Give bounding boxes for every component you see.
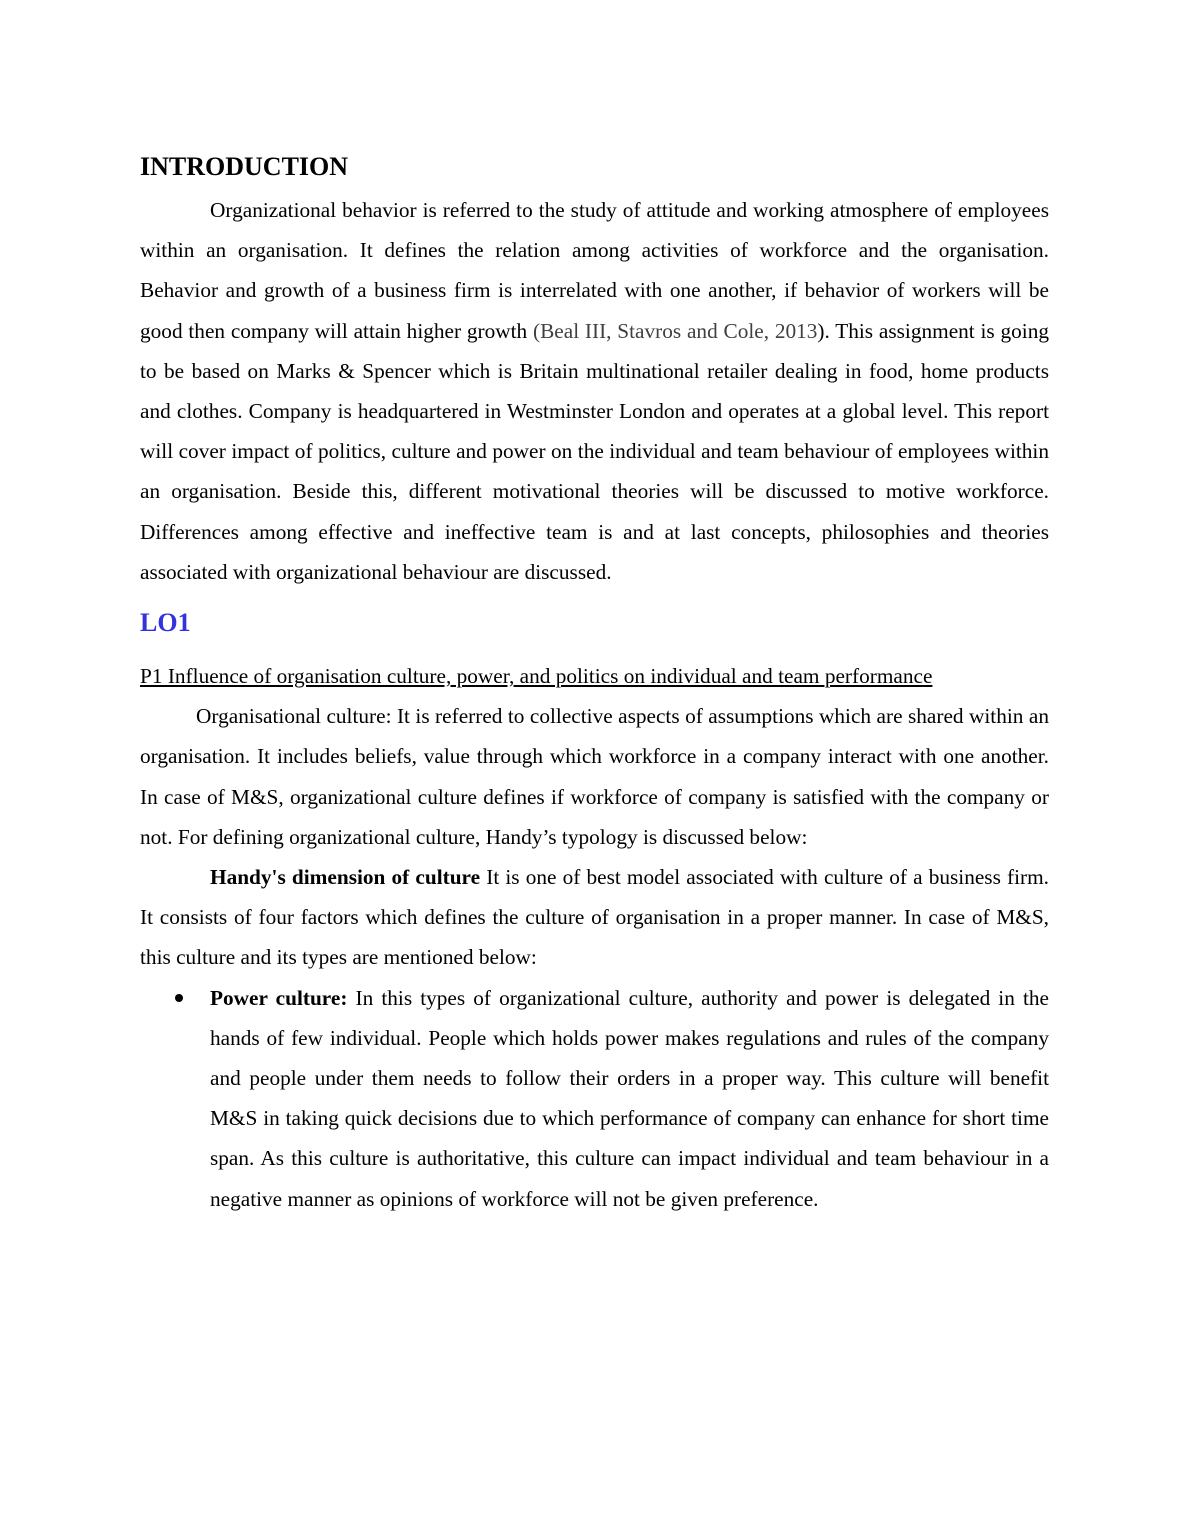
introduction-text-part2: ). This assignment is going to be based on Marks & Spencer which is Britain multinational retailer dealing in food, home products and clothes. Company is headquartered in Westminster London and operates at a global level. This report will cover impact of politics, culture and power on the individual and team behaviour of employees within an organisation. Beside this, different motivational theories will be discussed to motive workforce. Differences among effective and ineffective team is and at last concepts, philosophies and theories associated with organizational behaviour are discussed.	[140, 318, 1049, 584]
p1-heading: P1 Influence of organisation culture, power, and politics on individual and team performance	[140, 664, 933, 689]
culture-types-list	[140, 978, 1049, 1219]
handy-dimension-text: It is one of best model associated with culture of a business firm. It consists of four factors which defines the culture of organisation in a proper manner. In case of M&S, this culture and its types are mentioned below:	[140, 865, 1050, 970]
power-culture-text: In this types of organizational culture, authority and power is delegated in the hands of few individual. People which holds power makes regulations and rules of the company and people under them needs to follow their orders in a proper way. This culture will benefit M&S in taking quick decisions due to which performance of company can enhance for short time span. As this culture is authoritative, this culture can impact individual and team behaviour in a negative manner as opinions of workforce will not be given preference.	[210, 985, 1049, 1211]
introduction-text-part1: Organizational behavior is referred to the study of attitude and working atmosphere of employees within an organisation. It defines the relation among activities of workforce and the organisation. Behavior and growth of a business firm is interrelated with one another, if behavior of workers will be good then company will attain higher growth	[140, 198, 1049, 343]
handy-dimension-term: Handy's dimension of culture	[210, 865, 481, 890]
introduction-heading: INTRODUCTION	[140, 152, 349, 181]
power-culture-term: Power culture:	[210, 985, 348, 1010]
handy-dimension-paragraph	[140, 857, 1049, 978]
list-item-power-culture	[140, 978, 1049, 1219]
introduction-paragraph	[140, 190, 1049, 592]
lo1-heading: LO1	[140, 608, 191, 638]
bullet-icon	[175, 994, 183, 1002]
citation-reference: (Beal III, Stavros and Cole, 2013	[533, 318, 818, 343]
document-page	[140, 150, 1049, 1219]
organisational-culture-paragraph: Organisational culture: It is referred to collective aspects of assumptions which are shared within an organisation. It includes beliefs, value through which workforce in a company interact with one another. In case of M&S, organizational culture defines if workforce of company is satisfied with the company or not. For defining organizational culture, Handy’s typology is discussed below:	[140, 704, 1049, 849]
